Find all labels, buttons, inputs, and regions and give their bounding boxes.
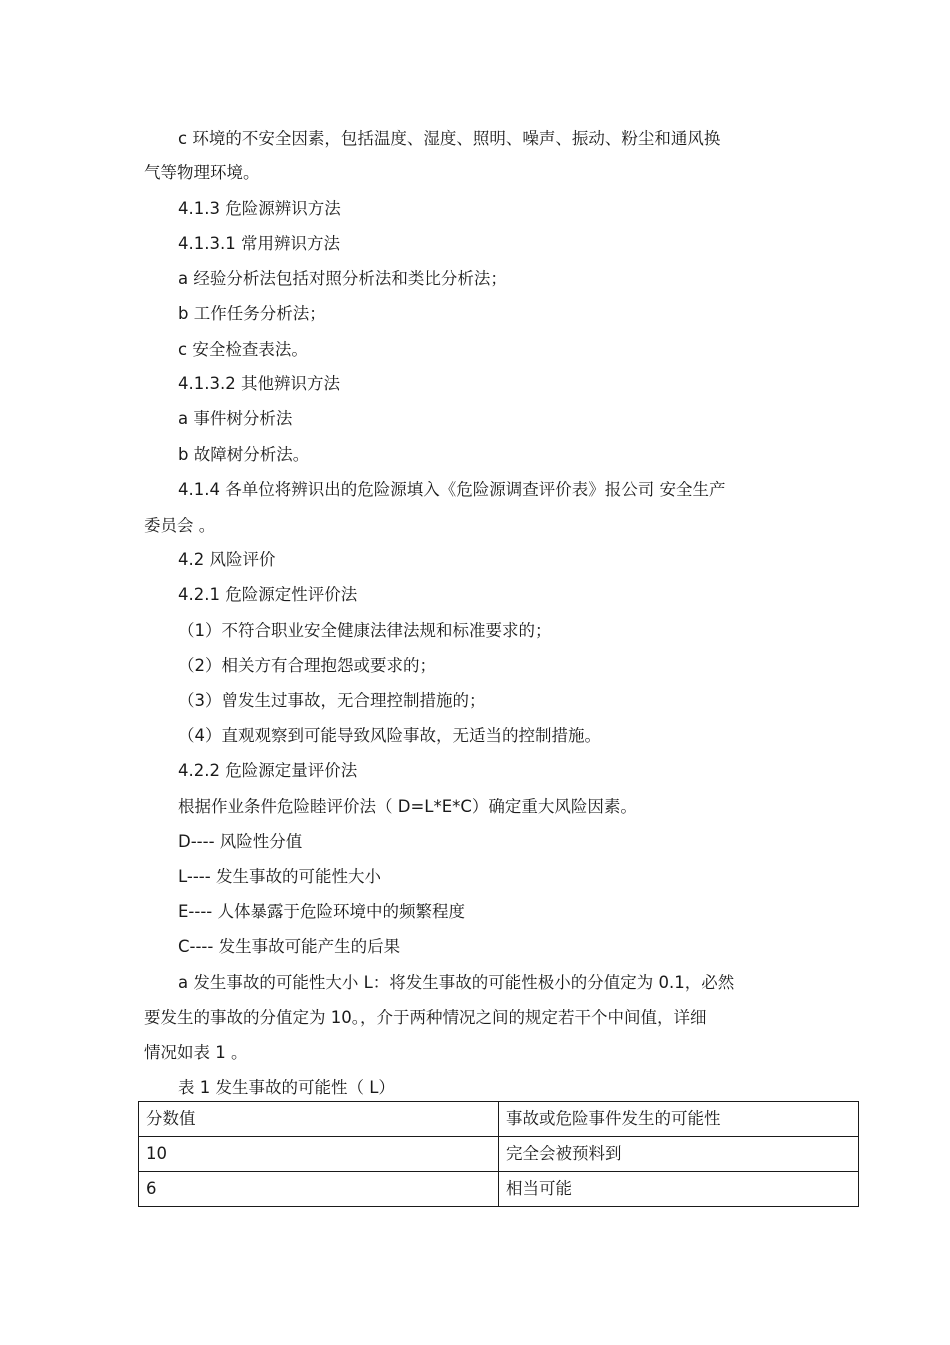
definition-line: C---- 发生事故可能产生的后果 — [178, 937, 401, 956]
table-row — [139, 1137, 859, 1172]
table-cell: 相当可能 — [499, 1172, 859, 1207]
table-header-cell: 事故或危险事件发生的可能性 — [499, 1102, 859, 1137]
section-heading: 4.1.3.1 常用辨识方法 — [178, 234, 340, 253]
section-heading: 4.2 风险评价 — [178, 550, 276, 569]
paragraph-line: 根据作业条件危险睦评价法（ D=L*E*C）确定重大风险因素。 — [178, 797, 637, 816]
paragraph-line: 气等物理环境。 — [144, 163, 260, 182]
list-item: （3）曾发生过事故，无合理控制措施的； — [178, 691, 486, 710]
list-item: c 安全检查表法。 — [178, 340, 308, 359]
section-heading: 4.1.3.2 其他辨识方法 — [178, 374, 340, 393]
table-caption: 表 1 发生事故的可能性（ L） — [178, 1078, 395, 1097]
paragraph-line: 4.1.4 各单位将辨识出的危险源填入《危险源调查评价表》报公司 安全生产 — [178, 480, 726, 499]
table-cell: 10 — [139, 1137, 499, 1172]
paragraph-line: 委员会 。 — [144, 516, 216, 535]
table-header-row — [139, 1102, 859, 1137]
list-item: （1）不符合职业安全健康法律法规和标准要求的； — [178, 621, 552, 640]
section-heading: 4.2.1 危险源定性评价法 — [178, 585, 358, 604]
list-item: （4）直观观察到可能导致风险事故，无适当的控制措施。 — [178, 726, 601, 745]
list-item: b 工作任务分析法； — [178, 304, 326, 323]
definition-line: L---- 发生事故的可能性大小 — [178, 867, 381, 886]
list-item: b 故障树分析法。 — [178, 445, 310, 464]
table-row — [139, 1172, 859, 1207]
section-heading: 4.1.3 危险源辨识方法 — [178, 199, 341, 218]
probability-table — [138, 1101, 859, 1207]
table-header-cell: 分数值 — [139, 1102, 499, 1137]
paragraph-line: 情况如表 1 。 — [144, 1043, 248, 1062]
list-item: a 经验分析法包括对照分析法和类比分析法； — [178, 269, 507, 288]
paragraph-line: 要发生的事故的分值定为 10。，介于两种情况之间的规定若干个中间值，详细 — [144, 1008, 707, 1027]
paragraph-line: a 发生事故的可能性大小 L：将发生事故的可能性极小的分值定为 0.1，必然 — [178, 973, 735, 992]
table-cell: 完全会被预料到 — [499, 1137, 859, 1172]
definition-line: D---- 风险性分值 — [178, 832, 303, 851]
paragraph-line: c 环境的不安全因素，包括温度、湿度、照明、噪声、振动、粉尘和通风换 — [178, 129, 721, 148]
list-item: a 事件树分析法 — [178, 409, 293, 428]
table-cell: 6 — [139, 1172, 499, 1207]
section-heading: 4.2.2 危险源定量评价法 — [178, 761, 358, 780]
list-item: （2）相关方有合理抱怨或要求的； — [178, 656, 436, 675]
definition-line: E---- 人体暴露于危险环境中的频繁程度 — [178, 902, 465, 921]
